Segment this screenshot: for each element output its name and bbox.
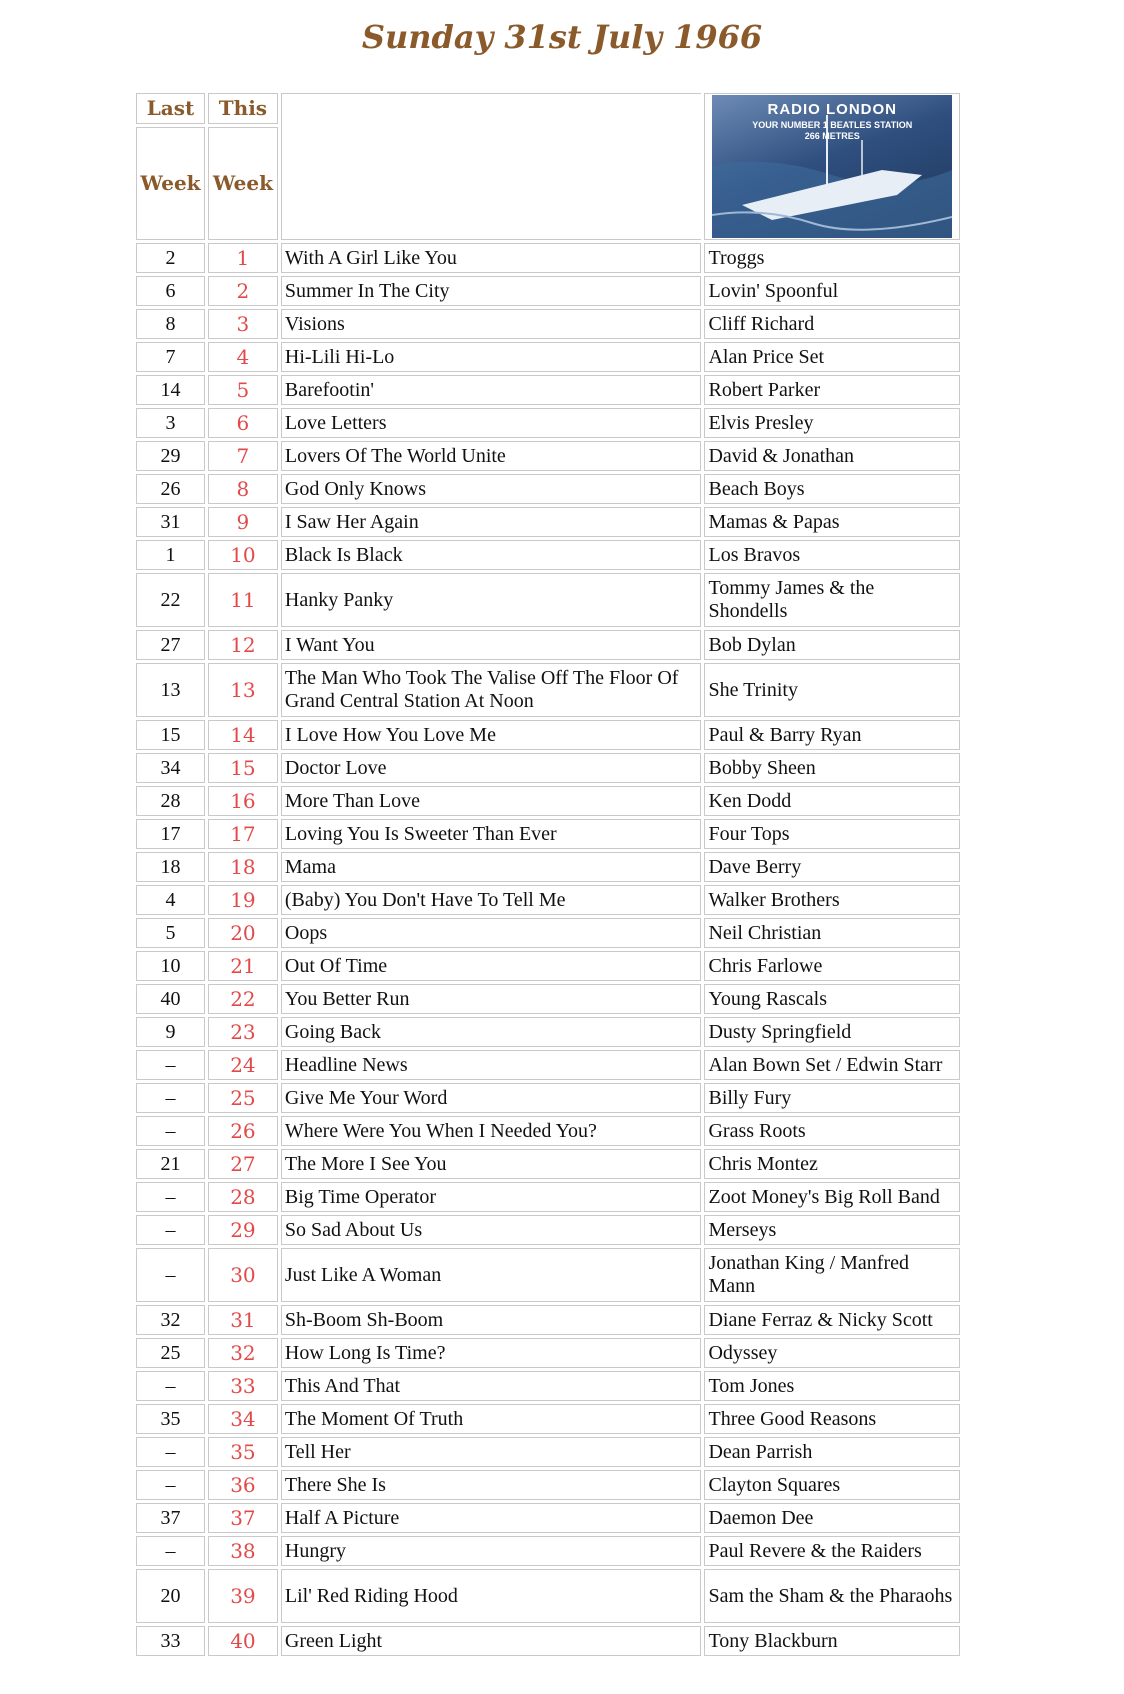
last-week-cell: 3	[136, 408, 205, 438]
artist-cell: Tom Jones	[704, 1371, 960, 1401]
artist-cell: Bob Dylan	[704, 630, 960, 660]
song-title-cell: Going Back	[281, 1017, 702, 1047]
song-title-cell: I Saw Her Again	[281, 507, 702, 537]
last-week-cell: 10	[136, 951, 205, 981]
song-title-cell: Visions	[281, 309, 702, 339]
song-title-cell: Lovers Of The World Unite	[281, 441, 702, 471]
artist-cell: Three Good Reasons	[704, 1404, 960, 1434]
song-title-cell: You Better Run	[281, 984, 702, 1014]
this-week-cell: 23	[208, 1017, 278, 1047]
logo-line-2: YOUR NUMBER 1 BEATLES STATION	[752, 120, 913, 130]
this-week-cell: 38	[208, 1536, 278, 1566]
table-row	[136, 819, 960, 849]
this-week-cell: 18	[208, 852, 278, 882]
last-week-cell: 9	[136, 1017, 205, 1047]
artist-cell: Bobby Sheen	[704, 753, 960, 783]
this-week-cell: 34	[208, 1404, 278, 1434]
this-week-cell: 3	[208, 309, 278, 339]
this-week-cell: 19	[208, 885, 278, 915]
this-week-cell: 37	[208, 1503, 278, 1533]
song-title-cell: More Than Love	[281, 786, 702, 816]
last-week-cell: 15	[136, 720, 205, 750]
this-week-cell: 39	[208, 1569, 278, 1623]
this-week-cell: 35	[208, 1437, 278, 1467]
last-week-cell: 40	[136, 984, 205, 1014]
table-row	[136, 1437, 960, 1467]
artist-cell: Alan Price Set	[704, 342, 960, 372]
last-week-cell: –	[136, 1215, 205, 1245]
last-week-cell: 29	[136, 441, 205, 471]
artist-cell: Four Tops	[704, 819, 960, 849]
artist-cell: Tony Blackburn	[704, 1626, 960, 1656]
table-row	[136, 984, 960, 1014]
last-week-cell: 4	[136, 885, 205, 915]
table-row	[136, 375, 960, 405]
last-week-cell: –	[136, 1437, 205, 1467]
table-row	[136, 852, 960, 882]
last-week-cell: 17	[136, 819, 205, 849]
table-row	[136, 1050, 960, 1080]
artist-cell: Cliff Richard	[704, 309, 960, 339]
artist-cell: Chris Montez	[704, 1149, 960, 1179]
table-row	[136, 1404, 960, 1434]
table-row	[136, 1017, 960, 1047]
this-week-cell: 33	[208, 1371, 278, 1401]
last-week-cell: 31	[136, 507, 205, 537]
table-row	[136, 1536, 960, 1566]
song-title-cell: The More I See You	[281, 1149, 702, 1179]
last-week-cell: –	[136, 1116, 205, 1146]
last-week-cell: 2	[136, 243, 205, 273]
artist-cell: Grass Roots	[704, 1116, 960, 1146]
table-row	[136, 1305, 960, 1335]
artist-cell: Walker Brothers	[704, 885, 960, 915]
table-row	[136, 1149, 960, 1179]
song-title-cell: Lil' Red Riding Hood	[281, 1569, 702, 1623]
table-row	[136, 1503, 960, 1533]
artist-cell: Young Rascals	[704, 984, 960, 1014]
artist-cell: Dean Parrish	[704, 1437, 960, 1467]
header-row-top	[136, 93, 960, 124]
table-row	[136, 507, 960, 537]
this-week-cell: 36	[208, 1470, 278, 1500]
artist-cell: Robert Parker	[704, 375, 960, 405]
last-week-cell: 8	[136, 309, 205, 339]
last-week-cell: 5	[136, 918, 205, 948]
song-title-cell: Where Were You When I Needed You?	[281, 1116, 702, 1146]
this-week-cell: 24	[208, 1050, 278, 1080]
song-title-cell: Give Me Your Word	[281, 1083, 702, 1113]
last-week-cell: 22	[136, 573, 205, 627]
last-week-cell: 6	[136, 276, 205, 306]
artist-cell: Odyssey	[704, 1338, 960, 1368]
song-title-cell: The Moment Of Truth	[281, 1404, 702, 1434]
this-week-cell: 22	[208, 984, 278, 1014]
artist-cell: Diane Ferraz & Nicky Scott	[704, 1305, 960, 1335]
artist-cell: Jonathan King / Manfred Mann	[704, 1248, 960, 1302]
last-week-cell: –	[136, 1536, 205, 1566]
this-week-cell: 2	[208, 276, 278, 306]
table-row	[136, 663, 960, 717]
song-title-cell: Barefootin'	[281, 375, 702, 405]
logo-line-3: 266 METRES	[804, 131, 860, 141]
this-week-cell: 17	[208, 819, 278, 849]
this-week-cell: 20	[208, 918, 278, 948]
last-week-cell: –	[136, 1248, 205, 1302]
header-blank	[281, 93, 702, 240]
table-row	[136, 309, 960, 339]
song-title-cell: Big Time Operator	[281, 1182, 702, 1212]
last-week-cell: 28	[136, 786, 205, 816]
table-row	[136, 342, 960, 372]
table-row	[136, 720, 960, 750]
chart-table	[133, 90, 963, 1659]
table-row	[136, 1182, 960, 1212]
table-row	[136, 630, 960, 660]
this-week-cell: 21	[208, 951, 278, 981]
this-week-cell: 4	[208, 342, 278, 372]
table-row	[136, 441, 960, 471]
song-title-cell: Loving You Is Sweeter Than Ever	[281, 819, 702, 849]
artist-cell: Dave Berry	[704, 852, 960, 882]
last-week-cell: 34	[136, 753, 205, 783]
song-title-cell: With A Girl Like You	[281, 243, 702, 273]
last-week-cell: 33	[136, 1626, 205, 1656]
last-week-cell: 21	[136, 1149, 205, 1179]
song-title-cell: Hanky Panky	[281, 573, 702, 627]
last-week-cell: 14	[136, 375, 205, 405]
artist-cell: Neil Christian	[704, 918, 960, 948]
this-week-header-top: This	[208, 93, 278, 124]
song-title-cell: The Man Who Took The Valise Off The Floor Of Grand Central Station At Noon	[281, 663, 702, 717]
this-week-cell: 6	[208, 408, 278, 438]
last-week-cell: 35	[136, 1404, 205, 1434]
song-title-cell: Headline News	[281, 1050, 702, 1080]
last-week-cell: 37	[136, 1503, 205, 1533]
song-title-cell: Summer In The City	[281, 276, 702, 306]
artist-cell: David & Jonathan	[704, 441, 960, 471]
song-title-cell: So Sad About Us	[281, 1215, 702, 1245]
artist-cell: Elvis Presley	[704, 408, 960, 438]
table-row	[136, 1569, 960, 1623]
table-row	[136, 1626, 960, 1656]
logo-cell	[704, 93, 960, 240]
table-row	[136, 243, 960, 273]
song-title-cell: How Long Is Time?	[281, 1338, 702, 1368]
last-week-cell: –	[136, 1182, 205, 1212]
this-week-cell: 40	[208, 1626, 278, 1656]
song-title-cell: This And That	[281, 1371, 702, 1401]
table-row	[136, 1248, 960, 1302]
this-week-cell: 25	[208, 1083, 278, 1113]
song-title-cell: Love Letters	[281, 408, 702, 438]
this-week-cell: 16	[208, 786, 278, 816]
this-week-cell: 29	[208, 1215, 278, 1245]
artist-cell: Beach Boys	[704, 474, 960, 504]
artist-cell: Paul & Barry Ryan	[704, 720, 960, 750]
table-row	[136, 1338, 960, 1368]
last-week-cell: 1	[136, 540, 205, 570]
radio-london-logo	[712, 95, 952, 238]
this-week-cell: 30	[208, 1248, 278, 1302]
last-week-cell: 32	[136, 1305, 205, 1335]
song-title-cell: Sh-Boom Sh-Boom	[281, 1305, 702, 1335]
song-title-cell: There She Is	[281, 1470, 702, 1500]
last-week-cell: 18	[136, 852, 205, 882]
last-week-cell: 13	[136, 663, 205, 717]
artist-cell: Billy Fury	[704, 1083, 960, 1113]
artist-cell: Ken Dodd	[704, 786, 960, 816]
table-row	[136, 1215, 960, 1245]
song-title-cell: God Only Knows	[281, 474, 702, 504]
artist-cell: Los Bravos	[704, 540, 960, 570]
song-title-cell: Doctor Love	[281, 753, 702, 783]
artist-cell: Chris Farlowe	[704, 951, 960, 981]
last-week-cell: 27	[136, 630, 205, 660]
artist-cell: Troggs	[704, 243, 960, 273]
table-row	[136, 1470, 960, 1500]
last-week-header-bottom: Week	[136, 127, 205, 240]
this-week-cell: 27	[208, 1149, 278, 1179]
artist-cell: Mamas & Papas	[704, 507, 960, 537]
this-week-cell: 13	[208, 663, 278, 717]
this-week-cell: 14	[208, 720, 278, 750]
this-week-cell: 10	[208, 540, 278, 570]
artist-cell: Dusty Springfield	[704, 1017, 960, 1047]
logo-line-1: RADIO LONDON	[767, 101, 897, 118]
artist-cell: Zoot Money's Big Roll Band	[704, 1182, 960, 1212]
last-week-cell: 26	[136, 474, 205, 504]
this-week-cell: 8	[208, 474, 278, 504]
song-title-cell: (Baby) You Don't Have To Tell Me	[281, 885, 702, 915]
last-week-cell: –	[136, 1050, 205, 1080]
artist-cell: Merseys	[704, 1215, 960, 1245]
song-title-cell: I Want You	[281, 630, 702, 660]
this-week-cell: 15	[208, 753, 278, 783]
this-week-cell: 28	[208, 1182, 278, 1212]
song-title-cell: Just Like A Woman	[281, 1248, 702, 1302]
this-week-cell: 11	[208, 573, 278, 627]
last-week-cell: 25	[136, 1338, 205, 1368]
last-week-cell: –	[136, 1470, 205, 1500]
last-week-cell: 20	[136, 1569, 205, 1623]
artist-cell: Lovin' Spoonful	[704, 276, 960, 306]
this-week-cell: 5	[208, 375, 278, 405]
this-week-cell: 32	[208, 1338, 278, 1368]
song-title-cell: Hungry	[281, 1536, 702, 1566]
song-title-cell: Out Of Time	[281, 951, 702, 981]
artist-cell: Paul Revere & the Raiders	[704, 1536, 960, 1566]
table-row	[136, 951, 960, 981]
table-row	[136, 408, 960, 438]
page-title: Sunday 31st July 1966	[361, 18, 763, 56]
table-row	[136, 540, 960, 570]
song-title-cell: Mama	[281, 852, 702, 882]
last-week-cell: 7	[136, 342, 205, 372]
this-week-cell: 31	[208, 1305, 278, 1335]
song-title-cell: Oops	[281, 918, 702, 948]
song-title-cell: I Love How You Love Me	[281, 720, 702, 750]
table-row	[136, 474, 960, 504]
song-title-cell: Green Light	[281, 1626, 702, 1656]
table-row	[136, 786, 960, 816]
last-week-cell: –	[136, 1371, 205, 1401]
this-week-cell: 7	[208, 441, 278, 471]
song-title-cell: Hi-Lili Hi-Lo	[281, 342, 702, 372]
table-row	[136, 1083, 960, 1113]
table-row	[136, 918, 960, 948]
last-week-header-top: Last	[136, 93, 205, 124]
this-week-cell: 12	[208, 630, 278, 660]
song-title-cell: Tell Her	[281, 1437, 702, 1467]
artist-cell: Alan Bown Set / Edwin Starr	[704, 1050, 960, 1080]
this-week-cell: 9	[208, 507, 278, 537]
artist-cell: Daemon Dee	[704, 1503, 960, 1533]
artist-cell: Sam the Sham & the Pharaohs	[704, 1569, 960, 1623]
this-week-header-bottom: Week	[208, 127, 278, 240]
artist-cell: Clayton Squares	[704, 1470, 960, 1500]
this-week-cell: 1	[208, 243, 278, 273]
table-row	[136, 276, 960, 306]
table-row	[136, 1371, 960, 1401]
table-row	[136, 885, 960, 915]
table-row	[136, 573, 960, 627]
last-week-cell: –	[136, 1083, 205, 1113]
song-title-cell: Black Is Black	[281, 540, 702, 570]
artist-cell: She Trinity	[704, 663, 960, 717]
this-week-cell: 26	[208, 1116, 278, 1146]
table-row	[136, 1116, 960, 1146]
song-title-cell: Half A Picture	[281, 1503, 702, 1533]
table-row	[136, 753, 960, 783]
artist-cell: Tommy James & the Shondells	[704, 573, 960, 627]
